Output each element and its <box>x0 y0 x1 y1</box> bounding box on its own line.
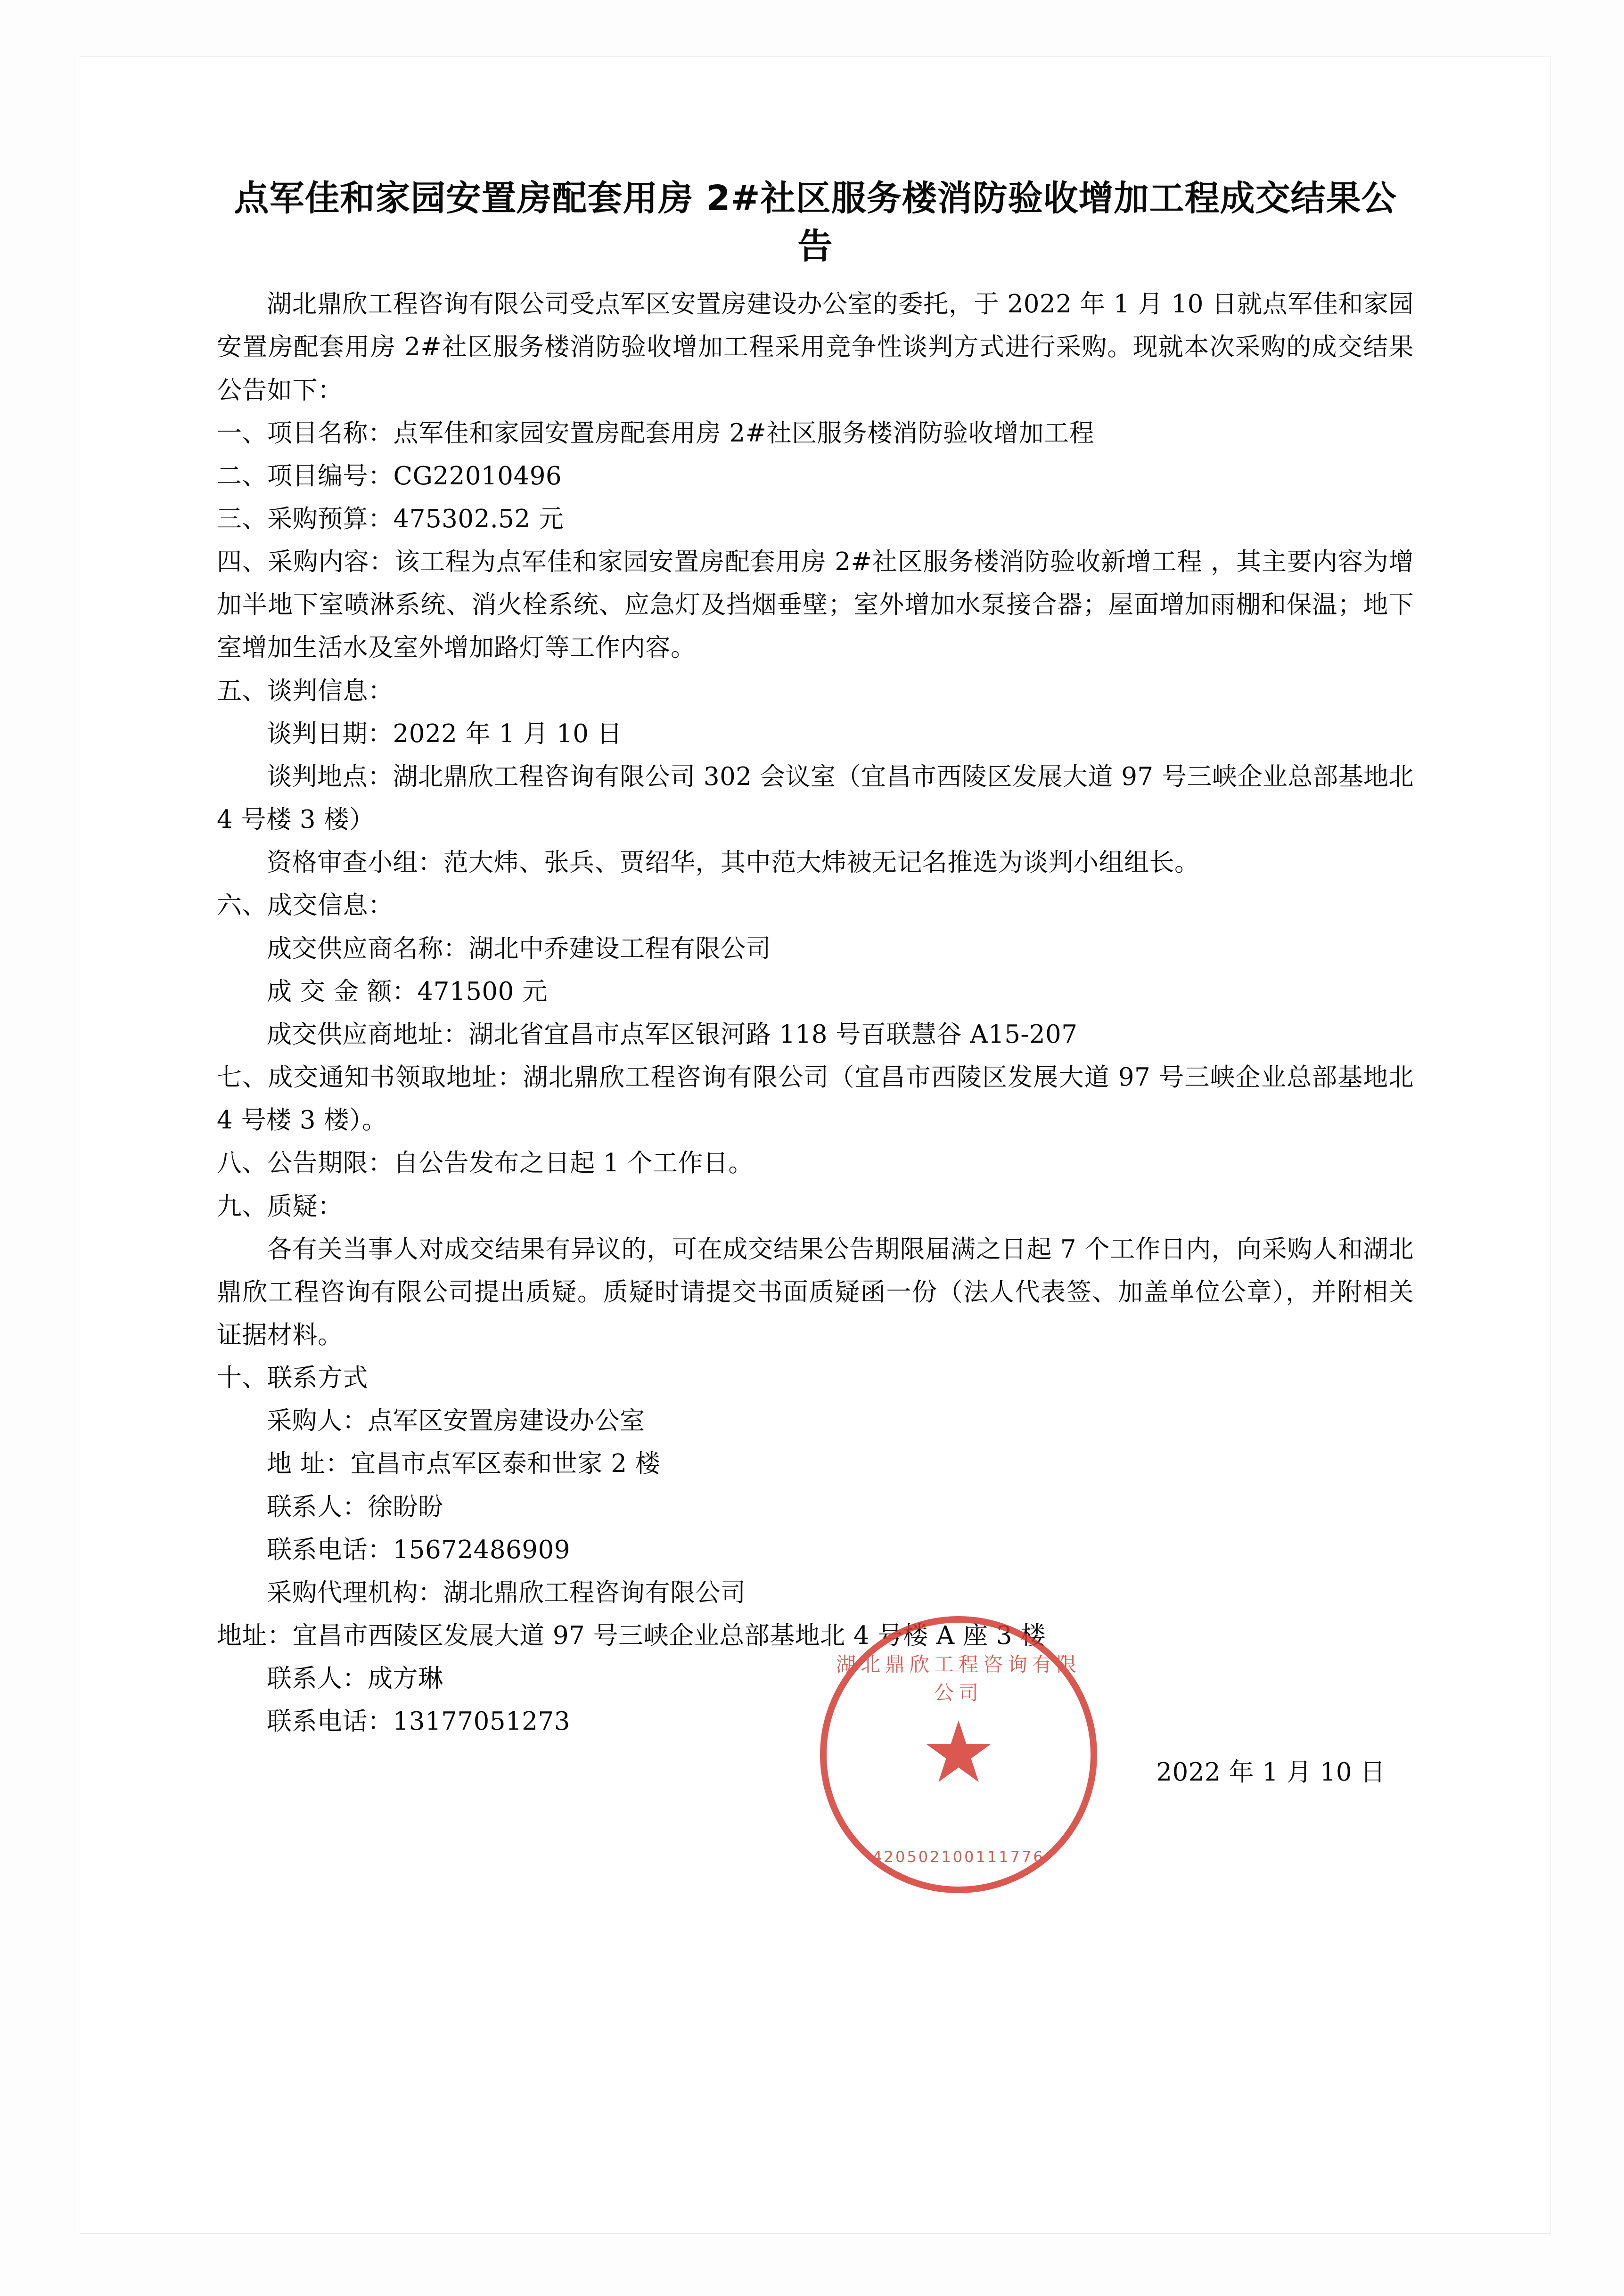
section-2-heading: 二、项目编号：CG22010496 <box>217 461 562 490</box>
sign-date: 2022 年 1 月 10 日 <box>1156 1757 1386 1787</box>
section-10-heading: 十、联系方式 <box>217 1364 368 1393</box>
purchaser-phone: 联系电话：15672486909 <box>267 1535 570 1564</box>
section-4-heading: 四、采购内容：该工程为点军佳和家园安置房配套用房 2#社区服务楼消防验收新增工程 ，其主要内容为增加半地下室喷淋系统、消火栓系统、应急灯及挡烟垂壁；室外增加水泵接合器；屋面增加雨棚和保温；地下室增加生活水及室外增加路灯等工作内容。 <box>217 547 1414 662</box>
purchaser-name: 采购人：点军区安置房建设办公室 <box>267 1406 645 1436</box>
review-panel: 资格审查小组：范大炜、张兵、贾绍华，其中范大炜被无记名推选为谈判小组组长。 <box>267 848 1200 877</box>
section-7-heading: 七、成交通知书领取地址：湖北鼎欣工程咨询有限公司（宜昌市西陵区发展大道 97 号三峡企业总部基地北 4 号楼 3 楼）。 <box>217 1063 1414 1135</box>
section-5-heading: 五、谈判信息： <box>217 676 394 705</box>
document-body <box>217 283 1414 1802</box>
section-8-heading: 八、公告期限：自公告发布之日起 1 个工作日。 <box>217 1149 754 1178</box>
section-9-heading: 九、质疑： <box>217 1192 343 1221</box>
winning-supplier-address: 成交供应商地址：湖北省宜昌市点军区银河路 118 号百联慧谷 A15-207 <box>267 1020 1078 1049</box>
section-1-heading: 一、项目名称：点军佳和家园安置房配套用房 2#社区服务楼消防验收增加工程 <box>217 418 1094 448</box>
challenge-paragraph: 各有关当事人对成交结果有异议的，可在成交结果公告期限届满之日起 7 个工作日内，向采购人和湖北鼎欣工程咨询有限公司提出质疑。质疑时请提交书面质疑函一份（法人代表签、加盖单位公章），并附相关证据材料。 <box>217 1234 1414 1349</box>
winning-amount: 成 交 金 额：471500 元 <box>267 977 548 1006</box>
agency-contact: 联系人：成方琳 <box>267 1664 443 1693</box>
negotiation-date: 谈判日期：2022 年 1 月 10 日 <box>267 719 623 748</box>
section-3-heading: 三、采购预算：475302.52 元 <box>217 505 564 533</box>
agency-address: 地址：宜昌市西陵区发展大道 97 号三峡企业总部基地北 4 号楼 A 座 3 楼 <box>217 1621 1046 1651</box>
page-title: 点军佳和家园安置房配套用房 2#社区服务楼消防验收增加工程成交结果公告 <box>234 178 1397 267</box>
agency-name: 采购代理机构：湖北鼎欣工程咨询有限公司 <box>267 1578 746 1607</box>
document-sheet <box>80 57 1550 2233</box>
seal-code: 420502100111776 <box>872 1848 1045 1866</box>
winning-supplier-name: 成交供应商名称：湖北中乔建设工程有限公司 <box>267 934 771 963</box>
negotiation-place: 谈判地点：湖北鼎欣工程咨询有限公司 302 会议室（宜昌市西陵区发展大道 97 号三峡企业总部基地北 4 号楼 3 楼） <box>217 762 1414 834</box>
intro-paragraph: 湖北鼎欣工程咨询有限公司受点军区安置房建设办公室的委托，于 2022 年 1 月 10 日就点军佳和家园安置房配套用房 2#社区服务楼消防验收增加工程采用竞争性谈判方式进行采购。现就本次采购的成交结果公告如下： <box>217 290 1414 405</box>
purchaser-contact: 联系人：徐盼盼 <box>267 1492 443 1521</box>
section-6-heading: 六、成交信息： <box>217 891 394 920</box>
agency-phone: 联系电话：13177051273 <box>267 1707 570 1736</box>
star-icon: ★ <box>920 1703 997 1802</box>
seal-org-text: 湖北鼎欣工程咨询有限公司 <box>836 1653 1081 1704</box>
purchaser-address: 地 址：宜昌市点军区泰和世家 2 楼 <box>267 1449 661 1479</box>
